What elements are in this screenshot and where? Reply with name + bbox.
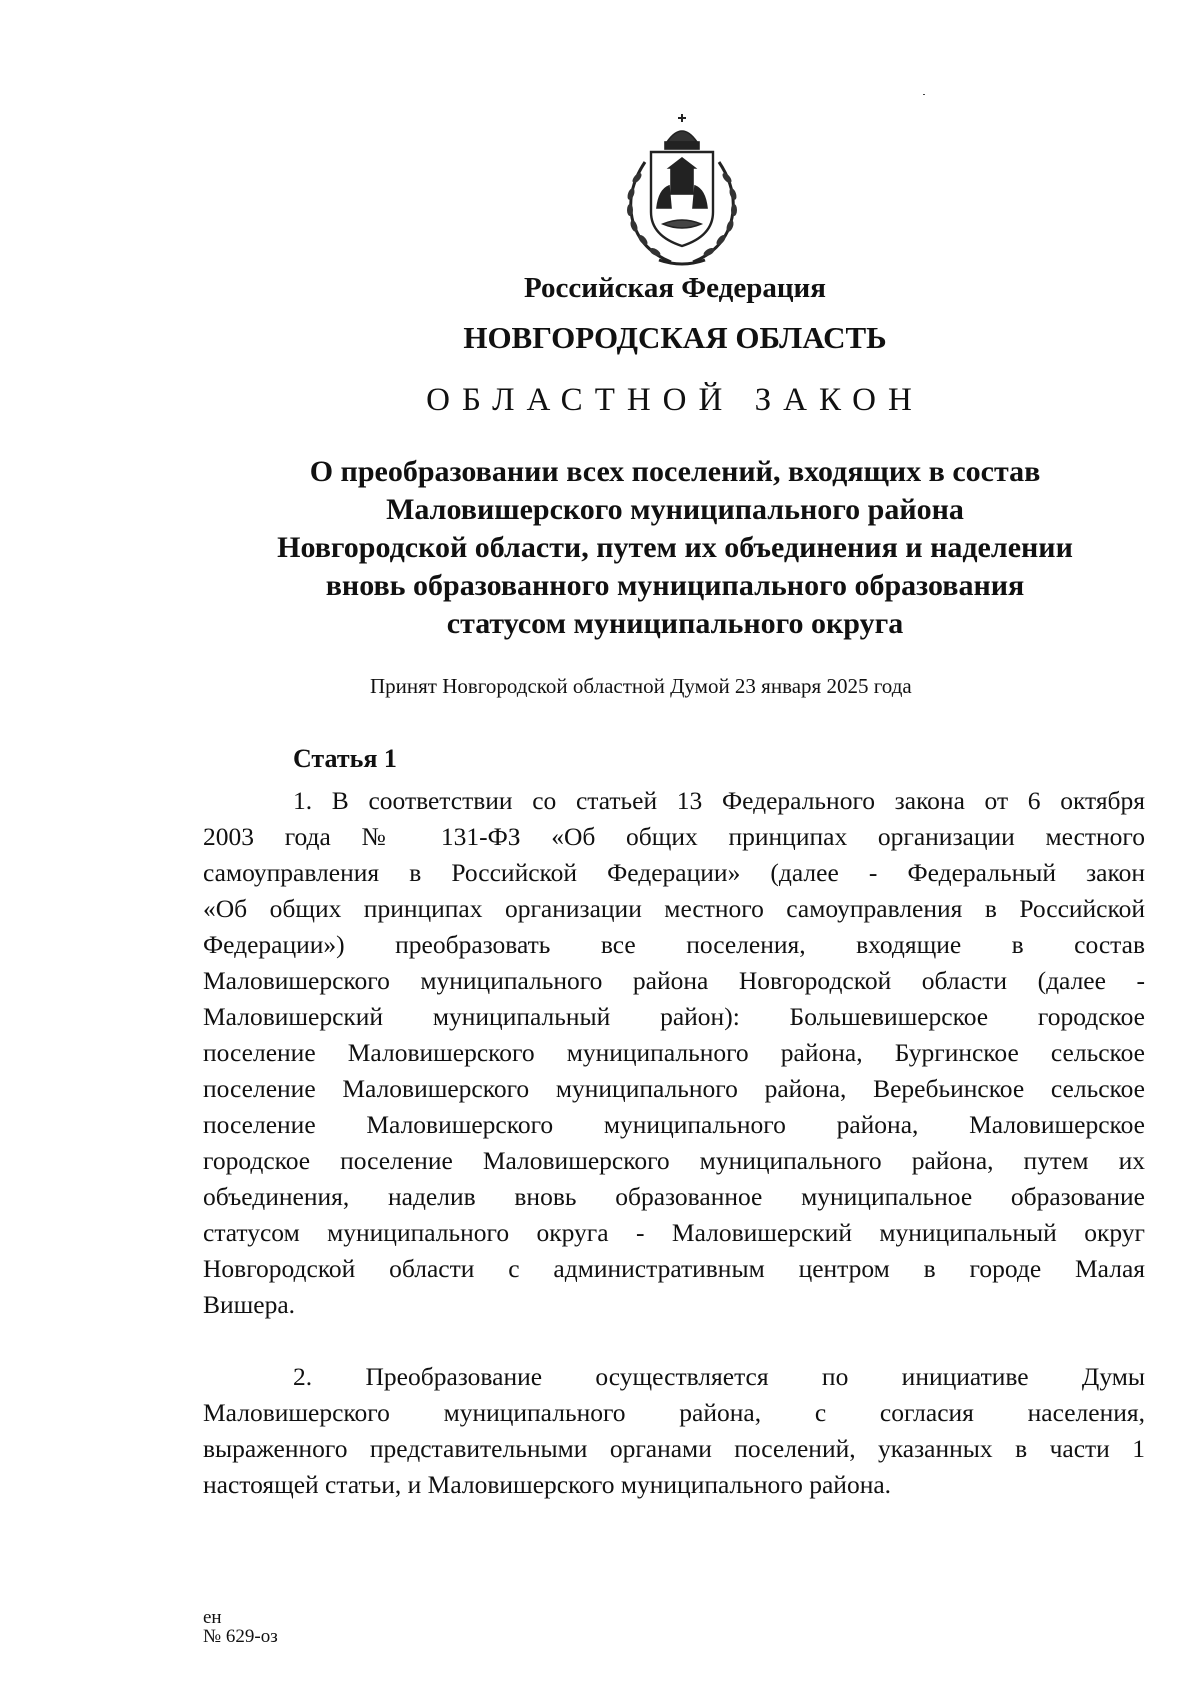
law-title-line: Маловишерского муниципального района (386, 493, 964, 526)
law-title-line: Новгородской области, путем их объединения и наделении (277, 531, 1073, 564)
paragraph-line: городское поселение Маловишерского муниципального района, путем их (203, 1146, 1145, 1175)
law-title-line: статусом муниципального округа (446, 607, 904, 640)
paragraph-line: «Об общих принципах организации местного самоуправления в Российской (203, 894, 1145, 923)
article-heading: Статья 1 (293, 744, 397, 773)
country-name: Российская Федерация (524, 272, 826, 304)
article-paragraph-2 (203, 1359, 1145, 1503)
paragraph-line: поселение Маловишерского муниципального района, Веребьинское сельское (203, 1074, 1145, 1103)
paragraph-line: 2003 года № 131-ФЗ «Об общих принципах организации местного (203, 822, 1145, 851)
law-title-line: О преобразовании всех поселений, входящих в состав (309, 455, 1041, 488)
region-name: НОВГОРОДСКАЯ ОБЛАСТЬ (463, 320, 887, 355)
executor-initials: ен (203, 1607, 222, 1628)
novgorod-coat-of-arms-icon (615, 112, 749, 268)
scan-speck (923, 94, 925, 95)
paragraph-line: Маловишерского муниципального района, с согласия населения, (203, 1398, 1145, 1427)
paragraph-line: Маловишерский муниципальный район): Большевишерское городское (203, 1002, 1145, 1031)
paragraph-line: статусом муниципального округа - Маловишерский муниципальный округ (203, 1218, 1145, 1247)
adoption-note: Принят Новгородской областной Думой 23 января 2025 года (370, 674, 912, 698)
paragraph-line: Вишера. (203, 1290, 296, 1319)
paragraph-line: самоуправления в Российской Федерации» (далее - Федеральный закон (203, 858, 1145, 887)
paragraph-line: настоящей статьи, и Маловишерского муниципального района. (203, 1470, 892, 1499)
paragraph-line: Федерации») преобразовать все поселения, входящие в состав (203, 930, 1145, 959)
paragraph-line: Новгородской области с административным центром в городе Малая (203, 1254, 1145, 1283)
document-type: ОБЛАСТНОЙ ЗАКОН (426, 382, 924, 418)
article-paragraph-1 (203, 783, 1145, 1323)
paragraph-line: объединения, наделив вновь образованное муниципальное образование (203, 1182, 1145, 1211)
paragraph-line: Маловишерского муниципального района Новгородской области (далее - (203, 966, 1145, 995)
paragraph-line: поселение Маловишерского муниципального района, Бургинское сельское (203, 1038, 1145, 1067)
paragraph-line: поселение Маловишерского муниципального района, Маловишерское (203, 1110, 1145, 1139)
law-number: № 629-оз (203, 1626, 278, 1647)
paragraph-line: 2. Преобразование осуществляется по инициативе Думы (293, 1362, 1145, 1391)
document-footer (203, 1608, 278, 1646)
law-title (200, 453, 1150, 643)
paragraph-line: 1. В соответствии со статьей 13 Федерального закона от 6 октября (293, 786, 1145, 815)
paragraph-line: выраженного представительными органами поселений, указанных в части 1 (203, 1434, 1145, 1463)
law-title-line: вновь образованного муниципального образования (325, 569, 1025, 602)
